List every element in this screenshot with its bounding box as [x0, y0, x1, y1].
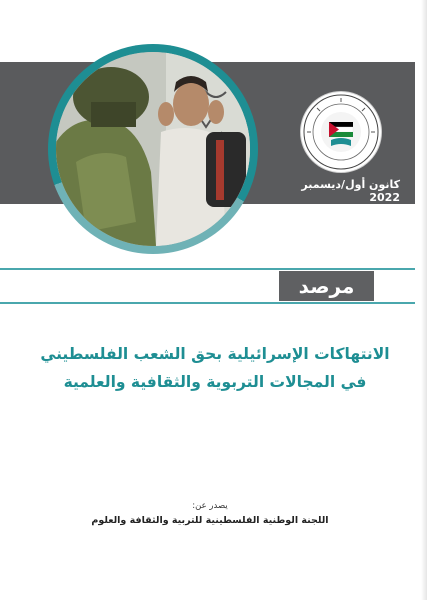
divider-top	[0, 268, 415, 270]
report-title-line-1: الانتهاكات الإسرائيلية بحق الشعب الفلسطيني	[40, 345, 390, 363]
issued-by-label: يصدر عن:	[192, 501, 228, 511]
divider-bottom	[0, 302, 415, 304]
report-date: كانون أول/ديسمبر 2022	[301, 178, 400, 204]
palestinian-commission-seal-icon	[301, 92, 381, 172]
report-title-line-2: في المجالات التربوية والثقافية والعلمية	[63, 373, 367, 391]
publisher-name: اللجنة الوطنية الفلسطينية للتربية والثقافة والعلوم	[91, 515, 329, 526]
page-edge-shadow	[421, 0, 427, 600]
series-label: مرصد	[279, 271, 374, 301]
top-margin	[0, 0, 427, 40]
cover-photo	[56, 52, 250, 246]
